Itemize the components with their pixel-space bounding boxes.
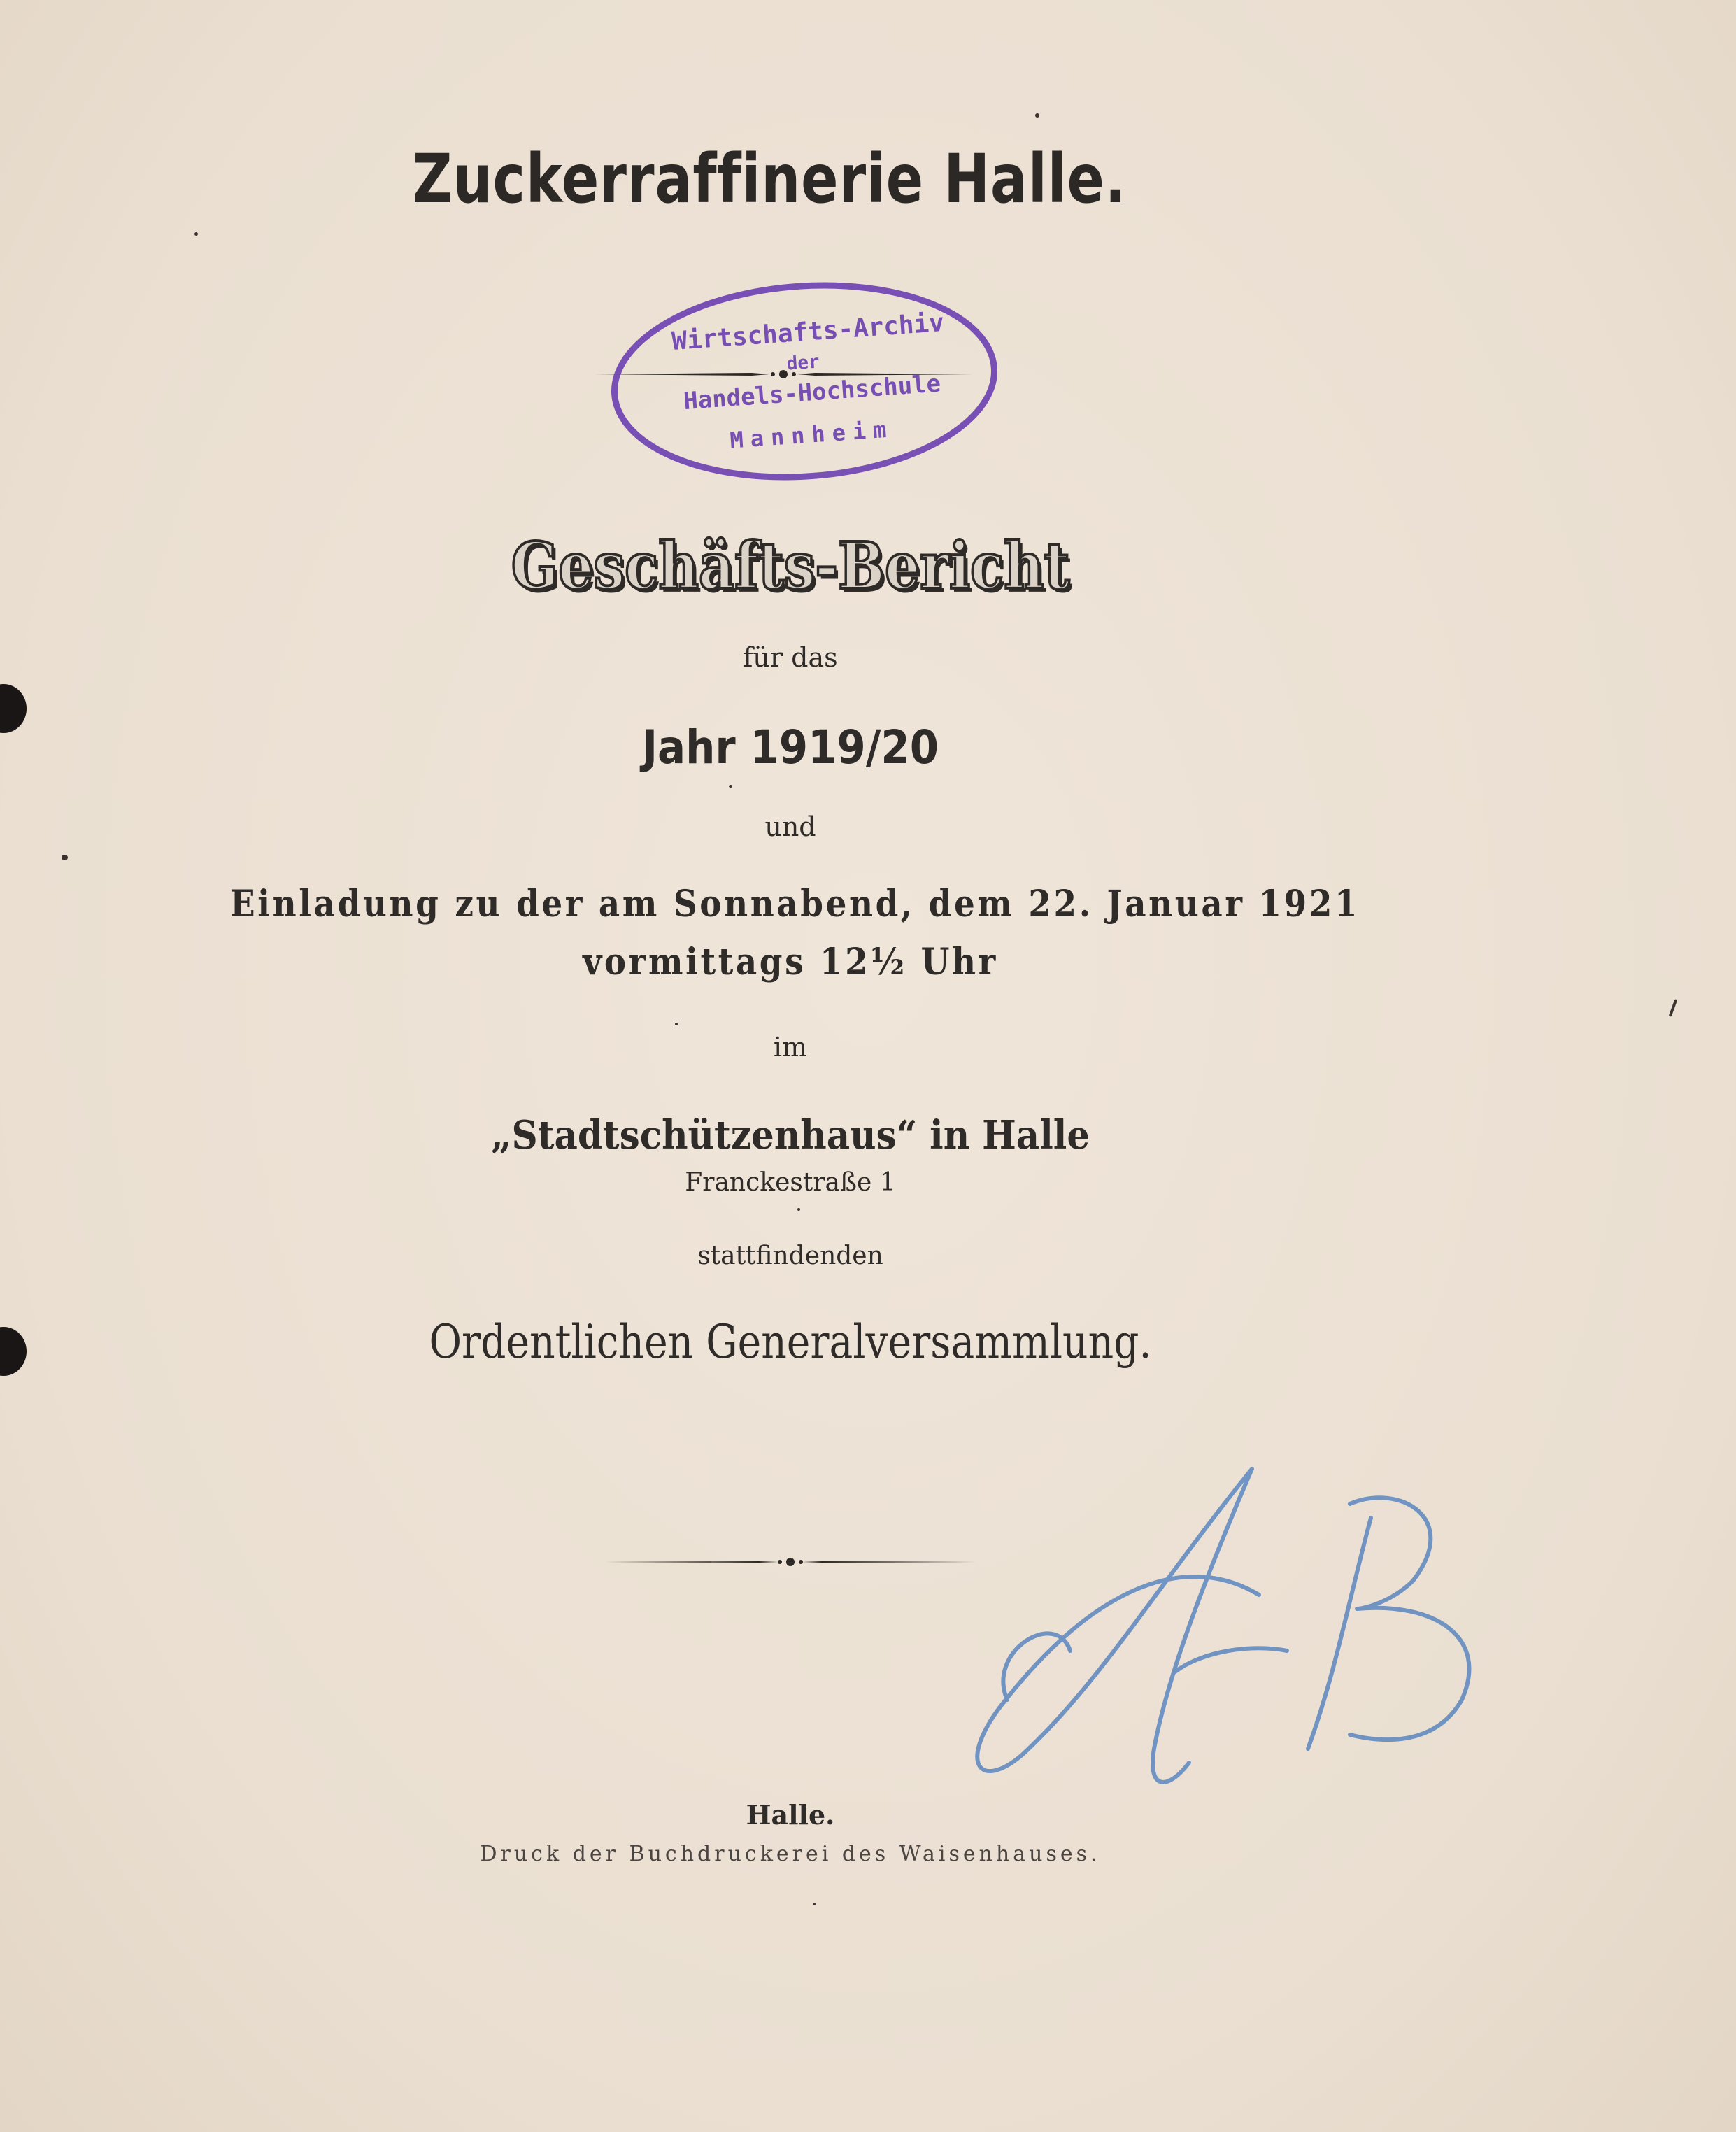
archive-stamp [602, 276, 1007, 486]
punch-hole-lower [0, 1327, 27, 1376]
paper-speck [729, 785, 732, 788]
in-label: im [773, 1032, 808, 1063]
paper-speck [1035, 113, 1039, 118]
paper-speck [675, 1023, 678, 1025]
stamp-line-3: Handels-Hochschule [682, 369, 942, 416]
meeting-name: Ordentlichen Generalversammlung. [429, 1315, 1152, 1369]
paper-speck [194, 232, 198, 236]
handwritten-initials-signature [958, 1441, 1518, 1819]
report-title: Geschäfts-Bericht [511, 528, 1070, 604]
printer-imprint: Druck der Buchdruckerei des Waisenhauses. [480, 1842, 1101, 1866]
and-label: und [764, 811, 816, 842]
decorative-rule-bottom [605, 1550, 976, 1574]
fiscal-year: Jahr 1919/20 [641, 720, 939, 774]
stamp-line-4: Mannheim [729, 415, 895, 454]
taking-place-label: stattfindenden [697, 1242, 883, 1270]
venue-street: Franckestraße 1 [685, 1168, 896, 1197]
for-the-label: für das [743, 642, 838, 673]
invitation-date-line: Einladung zu der am Sonnabend, dem 22. Januar 1921 [230, 883, 1360, 925]
venue-name: „Stadtschützenhaus“ in Halle [490, 1112, 1090, 1158]
punch-hole-upper [0, 684, 27, 733]
place-of-print: Halle. [746, 1799, 835, 1831]
paper-speck [1669, 999, 1678, 1017]
company-title: Zuckerraffinerie Halle. [412, 140, 1127, 218]
stamp-line-1: Wirtschafts-Archiv [671, 308, 946, 357]
paper-speck [813, 1903, 816, 1905]
paper-speck [62, 855, 68, 860]
paper-speck [797, 1208, 800, 1211]
invitation-time-line: vormittags 12½ Uhr [583, 941, 998, 983]
stamp-line-2: der [785, 351, 820, 375]
